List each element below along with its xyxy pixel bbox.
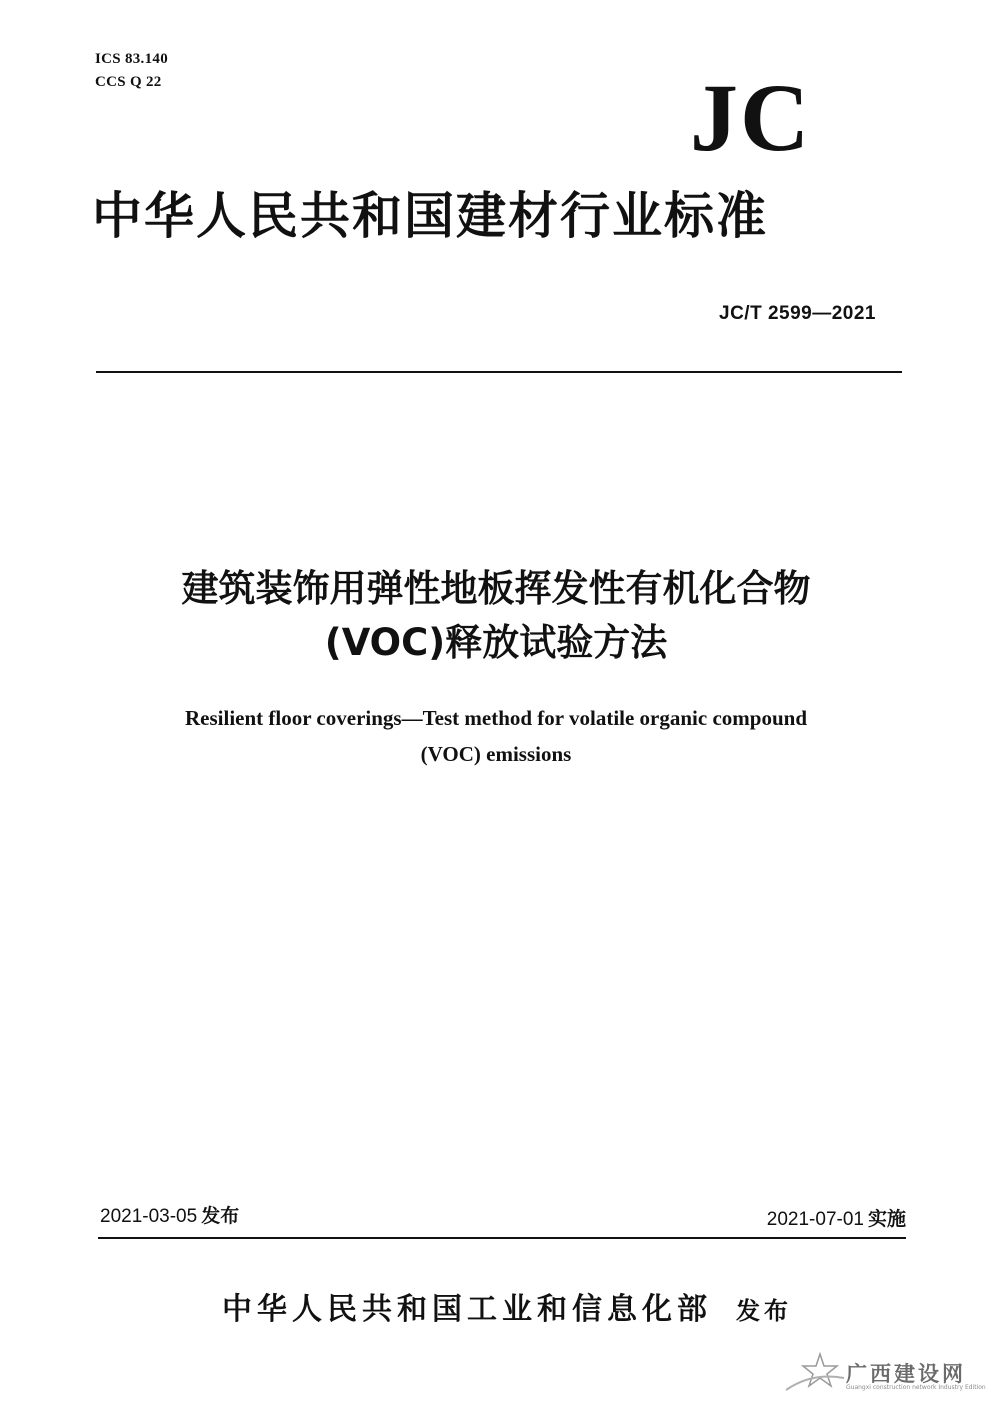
bottom-divider <box>98 1237 906 1239</box>
publish-label: 发布 <box>736 1297 792 1325</box>
title-chinese-line-2: (VOC)释放试验方法 <box>324 621 668 664</box>
publisher-line <box>222 1284 792 1328</box>
ccs-code: CCS Q 22 <box>95 74 162 90</box>
implementation-date <box>767 1204 906 1231</box>
issue-date-value: 2021-03-05 <box>100 1206 198 1227</box>
implementation-date-suffix: 实施 <box>867 1209 906 1230</box>
standard-number: JC/T 2599—2021 <box>719 303 876 324</box>
issue-date-suffix: 发布 <box>201 1206 240 1227</box>
top-divider <box>96 371 902 373</box>
watermark-text: 广西建设网 <box>846 1361 966 1386</box>
title-english-line-1: Resilient floor coverings—Test method for volatile organic compound <box>185 706 807 730</box>
title-chinese-line-1: 建筑装饰用弹性地板挥发性有机化合物 <box>181 567 811 610</box>
standard-category-title: 中华人民共和国建材行业标准 <box>92 187 768 245</box>
publisher-name: 中华人民共和国工业和信息化部 <box>222 1292 712 1327</box>
watermark-subtext: Guangxi construction network Industry Edition <box>846 1384 986 1391</box>
issue-date <box>100 1201 239 1228</box>
title-chinese <box>60 562 932 670</box>
title-english <box>60 700 932 772</box>
jc-logo: JC <box>690 64 812 171</box>
implementation-date-value: 2021-07-01 <box>766 1209 864 1230</box>
ics-code: ICS 83.140 <box>95 51 169 67</box>
title-english-line-2: (VOC) emissions <box>420 742 572 766</box>
